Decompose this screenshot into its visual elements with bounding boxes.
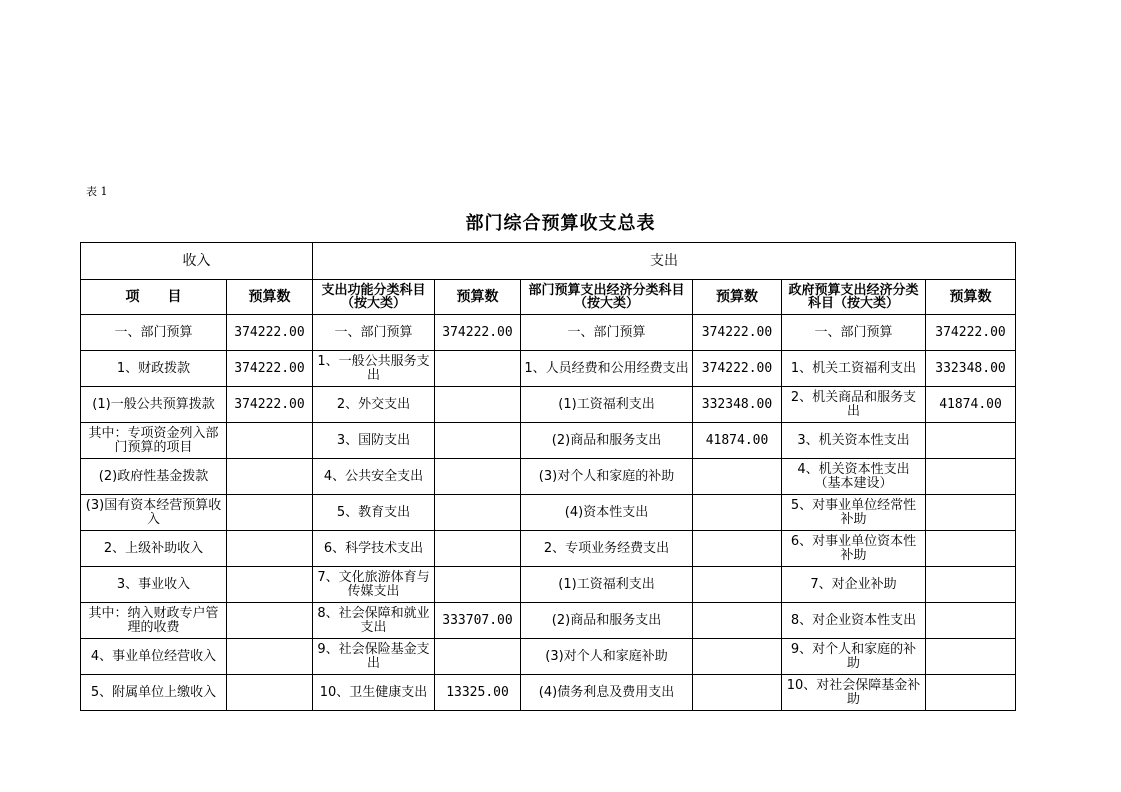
table-row — [81, 495, 1016, 531]
cell-gov-economic-budget — [926, 603, 1016, 639]
section-header-row — [81, 243, 1016, 280]
cell-dept-economic-category: (3)对个人和家庭的补助 — [521, 459, 693, 495]
cell-gov-economic-budget — [926, 675, 1016, 711]
cell-gov-economic-category: 3、机关资本性支出 — [782, 423, 926, 459]
cell-dept-economic-budget: 41874.00 — [693, 423, 782, 459]
cell-dept-economic-budget: 374222.00 — [693, 315, 782, 351]
cell-income-budget — [227, 639, 313, 675]
cell-function-category: 8、社会保障和就业支出 — [313, 603, 435, 639]
col-header-budget: 预算数 — [693, 280, 782, 315]
cell-gov-economic-budget — [926, 567, 1016, 603]
table-row — [81, 531, 1016, 567]
cell-function-budget — [435, 459, 521, 495]
cell-dept-economic-category: (4)债务利息及费用支出 — [521, 675, 693, 711]
col-header-budget: 预算数 — [435, 280, 521, 315]
col-header-budget: 预算数 — [926, 280, 1016, 315]
cell-function-category: 6、科学技术支出 — [313, 531, 435, 567]
cell-dept-economic-category: (3)对个人和家庭补助 — [521, 639, 693, 675]
cell-gov-economic-budget: 41874.00 — [926, 387, 1016, 423]
cell-income-budget — [227, 675, 313, 711]
col-header-budget: 预算数 — [227, 280, 313, 315]
cell-function-budget — [435, 387, 521, 423]
cell-function-category: 一、部门预算 — [313, 315, 435, 351]
col-header-item: 项 目 — [81, 280, 227, 315]
income-section-header: 收入 — [81, 243, 313, 280]
cell-income-item: (3)国有资本经营预算收入 — [81, 495, 227, 531]
cell-income-budget — [227, 495, 313, 531]
table-row — [81, 315, 1016, 351]
cell-gov-economic-budget — [926, 423, 1016, 459]
cell-function-category: 2、外交支出 — [313, 387, 435, 423]
cell-function-category: 3、国防支出 — [313, 423, 435, 459]
cell-dept-economic-category: 1、人员经费和公用经费支出 — [521, 351, 693, 387]
cell-function-budget: 374222.00 — [435, 315, 521, 351]
cell-dept-economic-budget: 374222.00 — [693, 351, 782, 387]
table-number-label: 表 1 — [86, 185, 108, 198]
cell-function-category: 4、公共安全支出 — [313, 459, 435, 495]
cell-dept-economic-category: (4)资本性支出 — [521, 495, 693, 531]
cell-function-budget — [435, 531, 521, 567]
cell-function-category: 10、卫生健康支出 — [313, 675, 435, 711]
page-title: 部门综合预算收支总表 — [465, 213, 656, 234]
expense-section-header: 支出 — [313, 243, 1016, 280]
cell-income-budget — [227, 423, 313, 459]
cell-gov-economic-budget: 374222.00 — [926, 315, 1016, 351]
cell-dept-economic-category: 2、专项业务经费支出 — [521, 531, 693, 567]
cell-gov-economic-category: 7、对企业补助 — [782, 567, 926, 603]
budget-summary-table — [80, 242, 1016, 711]
cell-dept-economic-budget — [693, 459, 782, 495]
cell-income-budget — [227, 531, 313, 567]
cell-gov-economic-category: 8、对企业资本性支出 — [782, 603, 926, 639]
cell-income-item: (2)政府性基金拨款 — [81, 459, 227, 495]
cell-gov-economic-budget — [926, 639, 1016, 675]
cell-income-item: (1)一般公共预算拨款 — [81, 387, 227, 423]
cell-dept-economic-category: (1)工资福利支出 — [521, 567, 693, 603]
cell-gov-economic-category: 2、机关商品和服务支出 — [782, 387, 926, 423]
cell-income-item: 4、事业单位经营收入 — [81, 639, 227, 675]
cell-dept-economic-budget — [693, 675, 782, 711]
cell-income-budget: 374222.00 — [227, 315, 313, 351]
cell-gov-economic-budget — [926, 531, 1016, 567]
cell-dept-economic-budget — [693, 567, 782, 603]
cell-dept-economic-budget — [693, 603, 782, 639]
cell-function-category: 5、教育支出 — [313, 495, 435, 531]
cell-gov-economic-category: 6、对事业单位资本性补助 — [782, 531, 926, 567]
cell-gov-economic-budget — [926, 459, 1016, 495]
table-row — [81, 675, 1016, 711]
cell-function-budget: 333707.00 — [435, 603, 521, 639]
cell-gov-economic-category: 1、机关工资福利支出 — [782, 351, 926, 387]
column-header-row — [81, 280, 1016, 315]
cell-gov-economic-budget: 332348.00 — [926, 351, 1016, 387]
table-row — [81, 639, 1016, 675]
cell-function-category: 7、文化旅游体育与传媒支出 — [313, 567, 435, 603]
cell-income-budget — [227, 603, 313, 639]
cell-income-budget — [227, 567, 313, 603]
cell-dept-economic-category: (1)工资福利支出 — [521, 387, 693, 423]
cell-function-budget — [435, 351, 521, 387]
table-row — [81, 387, 1016, 423]
cell-gov-economic-category: 4、机关资本性支出（基本建设） — [782, 459, 926, 495]
cell-gov-economic-budget — [926, 495, 1016, 531]
table-row — [81, 459, 1016, 495]
col-header-dept-economic-category: 部门预算支出经济分类科目（按大类） — [521, 280, 693, 315]
table-row — [81, 567, 1016, 603]
col-header-function-category: 支出功能分类科目（按大类） — [313, 280, 435, 315]
cell-income-item: 其中：纳入财政专户管理的收费 — [81, 603, 227, 639]
cell-income-budget — [227, 459, 313, 495]
cell-dept-economic-category: (2)商品和服务支出 — [521, 603, 693, 639]
cell-gov-economic-category: 10、对社会保障基金补助 — [782, 675, 926, 711]
col-header-gov-economic-category: 政府预算支出经济分类科目（按大类） — [782, 280, 926, 315]
cell-function-budget: 13325.00 — [435, 675, 521, 711]
cell-function-category: 9、社会保险基金支出 — [313, 639, 435, 675]
cell-income-budget: 374222.00 — [227, 351, 313, 387]
cell-income-item: 一、部门预算 — [81, 315, 227, 351]
cell-income-item: 2、上级补助收入 — [81, 531, 227, 567]
cell-dept-economic-budget — [693, 495, 782, 531]
cell-dept-economic-budget: 332348.00 — [693, 387, 782, 423]
cell-gov-economic-category: 一、部门预算 — [782, 315, 926, 351]
table-row — [81, 423, 1016, 459]
cell-function-budget — [435, 567, 521, 603]
table-row — [81, 603, 1016, 639]
cell-income-item: 1、财政拨款 — [81, 351, 227, 387]
cell-dept-economic-budget — [693, 639, 782, 675]
cell-income-item: 3、事业收入 — [81, 567, 227, 603]
cell-income-budget: 374222.00 — [227, 387, 313, 423]
cell-gov-economic-category: 9、对个人和家庭的补助 — [782, 639, 926, 675]
cell-function-budget — [435, 423, 521, 459]
cell-income-item: 其中：专项资金列入部门预算的项目 — [81, 423, 227, 459]
cell-dept-economic-category: 一、部门预算 — [521, 315, 693, 351]
cell-income-item: 5、附属单位上缴收入 — [81, 675, 227, 711]
cell-dept-economic-budget — [693, 531, 782, 567]
cell-dept-economic-category: (2)商品和服务支出 — [521, 423, 693, 459]
cell-function-budget — [435, 639, 521, 675]
cell-function-budget — [435, 495, 521, 531]
cell-function-category: 1、一般公共服务支出 — [313, 351, 435, 387]
table-row — [81, 351, 1016, 387]
cell-gov-economic-category: 5、对事业单位经常性补助 — [782, 495, 926, 531]
